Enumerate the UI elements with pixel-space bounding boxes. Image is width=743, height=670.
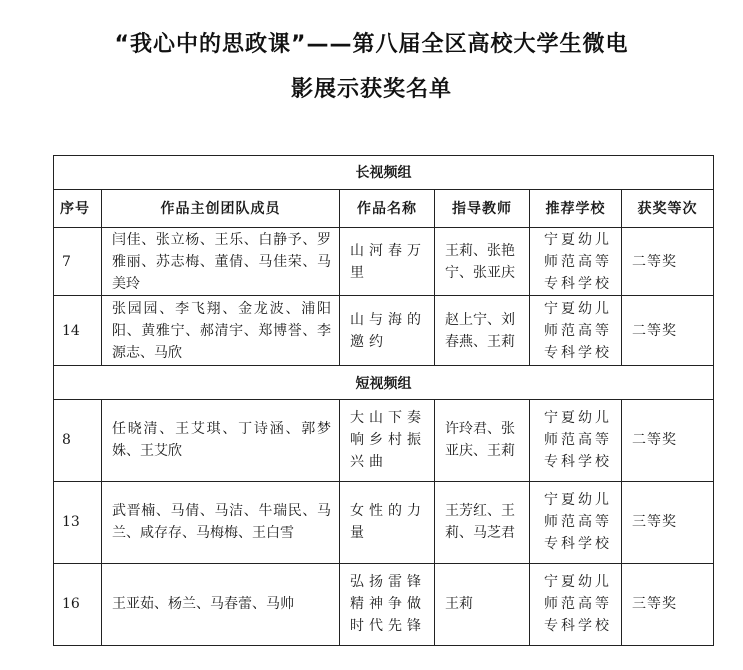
- cell-teacher: 王莉、张艳宁、张亚庆: [435, 227, 530, 296]
- cell-work: 女性的力量: [340, 481, 435, 563]
- header-award: 获奖等次: [622, 189, 714, 227]
- document-title-line2: 影展示获奖名单: [290, 77, 452, 102]
- table-row: [54, 296, 714, 366]
- cell-no: 7: [54, 227, 102, 296]
- group-header-long: [54, 156, 714, 190]
- group-label: 短视频组: [54, 366, 714, 400]
- document-title-line1: “我心中的思政课”——第八届全区高校大学生微电: [114, 32, 629, 57]
- header-school: 推荐学校: [530, 189, 622, 227]
- table-row: [54, 227, 714, 296]
- cell-members: 张园园、李飞翔、金龙波、浦阳阳、黄雅宁、郝清宇、郑博誉、李源志、马欣: [102, 296, 340, 366]
- header-teacher: 指导教师: [435, 189, 530, 227]
- cell-work: 弘扬雷锋精神争做时代先锋: [340, 563, 435, 645]
- cell-school: 宁夏幼儿师范高等专科学校: [530, 481, 622, 563]
- cell-work: 山河春万里: [340, 227, 435, 296]
- table-row: [54, 399, 714, 481]
- cell-work: 山与海的邀约: [340, 296, 435, 366]
- cell-no: 8: [54, 399, 102, 481]
- cell-award: 二等奖: [622, 296, 714, 366]
- cell-members: 王亚茹、杨兰、马春蕾、马帅: [102, 563, 340, 645]
- cell-work: 大山下奏响乡村振兴曲: [340, 399, 435, 481]
- cell-no: 13: [54, 481, 102, 563]
- cell-award: 二等奖: [622, 227, 714, 296]
- cell-school: 宁夏幼儿师范高等专科学校: [530, 399, 622, 481]
- table-header-row: [54, 189, 714, 227]
- cell-teacher: 赵上宁、刘春燕、王莉: [435, 296, 530, 366]
- cell-school: 宁夏幼儿师范高等专科学校: [530, 296, 622, 366]
- header-work: 作品名称: [340, 189, 435, 227]
- cell-members: 闫佳、张立杨、王乐、白静予、罗雅丽、苏志梅、董倩、马佳荣、马美玲: [102, 227, 340, 296]
- awards-table: [53, 155, 714, 646]
- table-row: [54, 563, 714, 645]
- header-no: 序号: [54, 189, 102, 227]
- cell-teacher: 王芳红、王莉、马芝君: [435, 481, 530, 563]
- cell-school: 宁夏幼儿师范高等专科学校: [530, 563, 622, 645]
- cell-award: 二等奖: [622, 399, 714, 481]
- cell-school: 宁夏幼儿师范高等专科学校: [530, 227, 622, 296]
- group-header-short: [54, 366, 714, 400]
- cell-members: 武晋楠、马倩、马洁、牛瑞民、马兰、咸存存、马梅梅、王白雪: [102, 481, 340, 563]
- cell-award: 三等奖: [622, 481, 714, 563]
- cell-teacher: 王莉: [435, 563, 530, 645]
- cell-no: 16: [54, 563, 102, 645]
- cell-no: 14: [54, 296, 102, 366]
- group-label: 长视频组: [54, 156, 714, 190]
- cell-award: 三等奖: [622, 563, 714, 645]
- table-row: [54, 481, 714, 563]
- cell-members: 任晓清、王艾琪、丁诗涵、郭梦姝、王艾欣: [102, 399, 340, 481]
- header-members: 作品主创团队成员: [102, 189, 340, 227]
- cell-teacher: 许玲君、张亚庆、王莉: [435, 399, 530, 481]
